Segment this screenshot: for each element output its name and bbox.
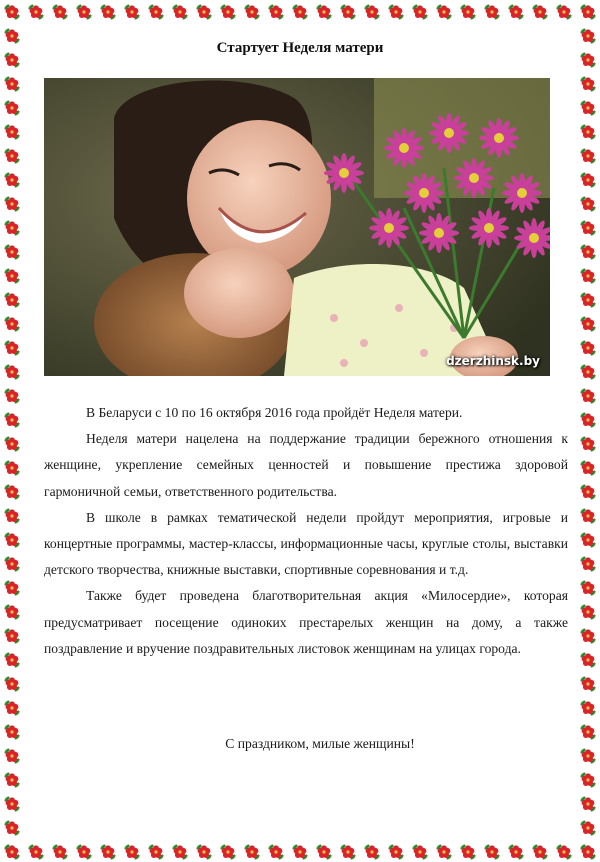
body-text bbox=[44, 400, 568, 662]
photo-watermark: dzerzhinsk.by bbox=[446, 354, 540, 368]
document-page bbox=[26, 26, 574, 836]
closing-greeting: С праздником, милые женщины! bbox=[225, 736, 415, 751]
paragraph-2: Неделя матери нацелена на поддержание традиции бережного отношения к женщине, укрепление семейных ценностей и повышение престижа здоровой гармоничной семьи, ответственного родительства. bbox=[44, 431, 568, 499]
mother-daughter-photo bbox=[44, 78, 550, 376]
paragraph-1: В Беларуси с 10 по 16 октября 2016 года пройдёт Неделя матери. bbox=[86, 405, 463, 420]
document-title: Стартует Неделя матери bbox=[216, 40, 384, 56]
paragraph-4: Также будет проведена благотворительная акция «Милосердие», которая предусматривает посещение одиноких престарелых женщин на дому, а также поздравление и вручение поздравительных листовок женщинам на улицах города. bbox=[44, 588, 568, 656]
paragraph-3: В школе в рамках тематической недели пройдут мероприятия, игровые и концертные программы, мастер-классы, информационные часы, круглые столы, выставки детского творчества, книжные выставки, спортивные соревнования и т.д. bbox=[44, 509, 568, 578]
